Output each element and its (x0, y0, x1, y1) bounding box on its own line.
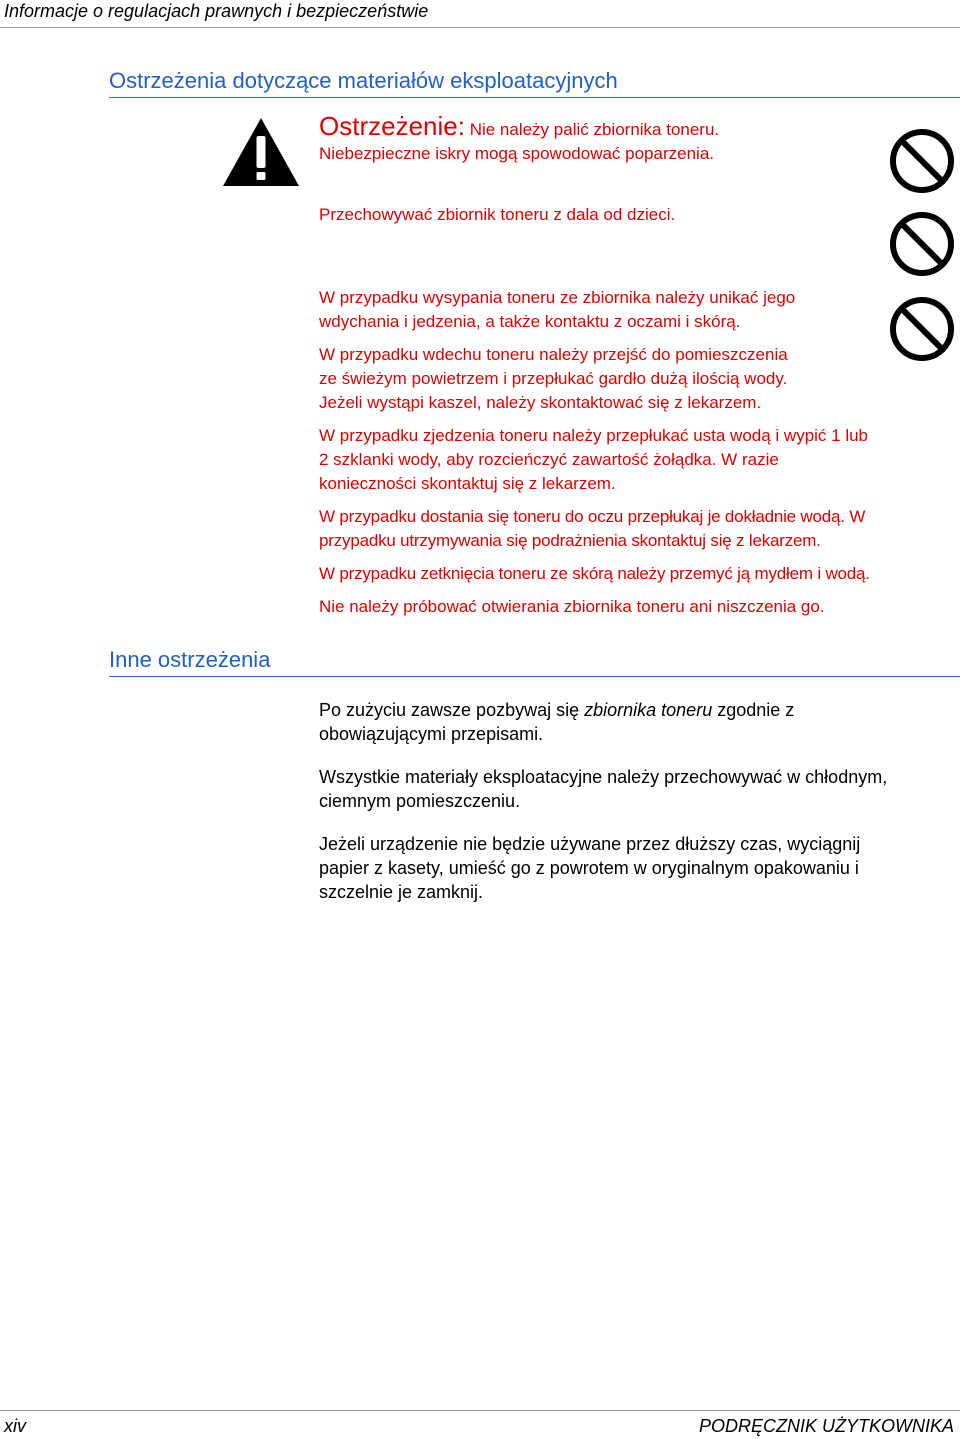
paragraph-disposal (319, 698, 959, 746)
footer-doc-title: PODRĘCZNIK UŻYTKOWNIKA (698, 1416, 954, 1436)
text-line: wdychania i jedzenia, a także kontaktu z oczami i skórą. (319, 312, 741, 331)
text-line: W przypadku wysypania toneru ze zbiornika należy unikać jego (319, 288, 796, 307)
running-header: Informacje o regulacjach prawnych i bezpieczeństwie (4, 1, 429, 21)
paragraph-skin (319, 562, 959, 586)
paragraph-spill (319, 286, 959, 334)
paragraph-long-storage (319, 832, 959, 904)
page-number: xiv (4, 1416, 26, 1436)
text-line: W przypadku dostania się toneru do oczu przepłukaj je dokładnie wodą. W (319, 507, 866, 526)
text-line: papier z kasety, umieść go z powrotem w oryginalnym opakowaniu i (319, 858, 859, 878)
text-run: Po zużyciu zawsze pozbywaj się (319, 700, 585, 720)
paragraph-storage (319, 765, 959, 813)
text-line: obowiązującymi przepisami. (319, 724, 544, 744)
text-line: przypadku utrzymywania się podrażnienia skontaktuj się z lekarzem. (319, 531, 821, 550)
paragraph-eyes (319, 505, 959, 553)
paragraph-open (319, 595, 959, 619)
text-run: zgodnie z (712, 700, 795, 720)
paragraph-children (319, 203, 959, 227)
section-divider (109, 97, 960, 98)
warning-label: Ostrzeżenie: (319, 111, 465, 141)
section-heading-other-warnings: Inne ostrzeżenia (109, 647, 271, 672)
warning-line: Nie należy palić zbiornika toneru. (469, 120, 720, 139)
text-line: 2 szklanki wody, aby rozcieńczyć zawartość żołądka. W razie (319, 450, 779, 469)
footer-divider (0, 1410, 960, 1411)
section-divider (109, 676, 960, 677)
text-line: W przypadku wdechu toneru należy przejść do pomieszczenia (319, 345, 788, 364)
paragraph-swallow (319, 424, 959, 496)
text-line: W przypadku zetknięcia toneru ze skórą należy przemyć ją mydłem i wodą. (319, 564, 870, 583)
warning-block (319, 111, 959, 166)
text-line: Nie należy próbować otwierania zbiornika toneru ani niszczenia go. (319, 597, 825, 616)
text-line: szczelnie je zamknij. (319, 882, 484, 902)
text-line: ze świeżym powietrzem i przepłukać gardło dużą ilością wody. (319, 369, 788, 388)
paragraph-inhale (319, 343, 959, 415)
text-line: ciemnym pomieszczeniu. (319, 791, 521, 811)
header-divider (0, 27, 960, 28)
section-heading-consumables: Ostrzeżenia dotyczące materiałów eksploatacyjnych (109, 68, 618, 93)
text-line: Jeżeli urządzenie nie będzie używane przez dłuższy czas, wyciągnij (319, 834, 861, 854)
text-line: Przechowywać zbiornik toneru z dala od dzieci. (319, 205, 676, 224)
text-emphasis: zbiornika toneru (584, 700, 713, 720)
warning-line: Niebezpieczne iskry mogą spowodować poparzenia. (319, 144, 714, 163)
text-line: konieczności skontaktuj się z lekarzem. (319, 474, 616, 493)
warning-triangle-icon (221, 116, 301, 188)
text-line: Jeżeli wystąpi kaszel, należy skontaktować się z lekarzem. (319, 393, 762, 412)
text-line: W przypadku zjedzenia toneru należy przepłukać usta wodą i wypić 1 lub (319, 426, 869, 445)
text-line: Wszystkie materiały eksploatacyjne należy przechowywać w chłodnym, (319, 767, 888, 787)
